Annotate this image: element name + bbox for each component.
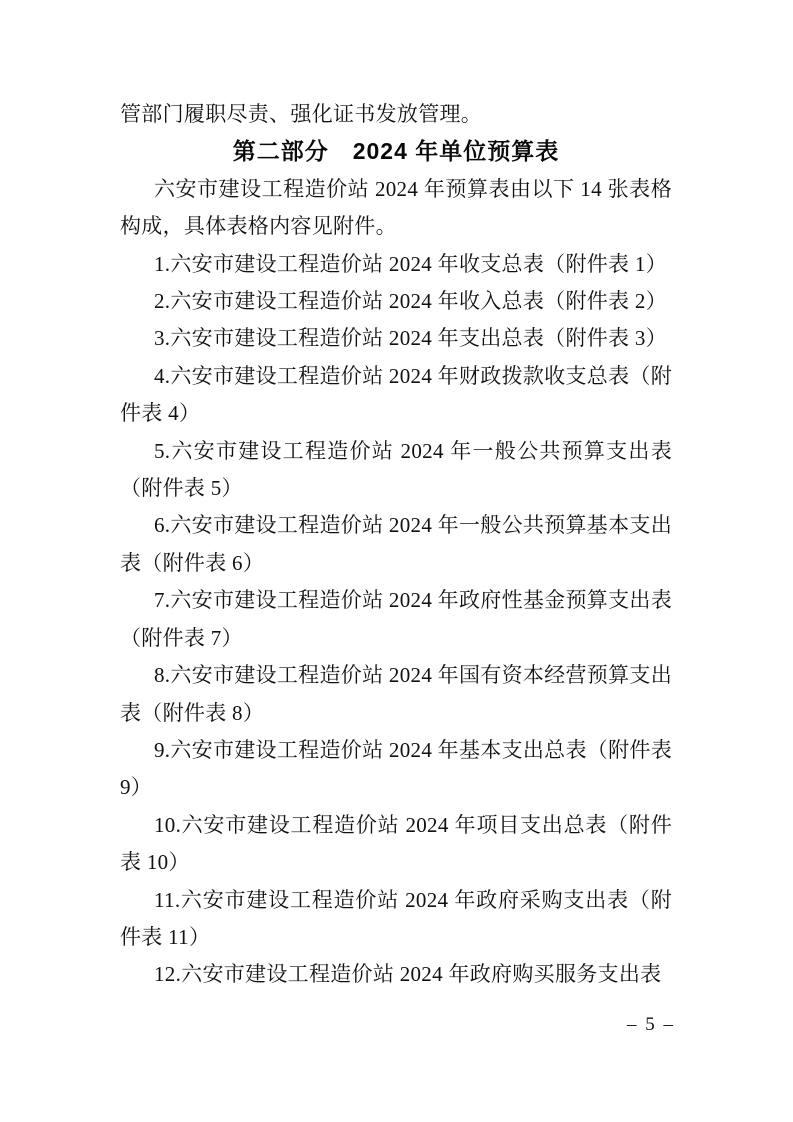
section-heading: 第二部分 2024 年单位预算表	[232, 138, 560, 165]
page-content	[120, 96, 672, 994]
continuation-text: 管部门履职尽责、强化证书发放管理。	[120, 102, 483, 126]
list-item: 5.六安市建设工程造价站 2024 年一般公共预算支出表（附件表 5）	[120, 438, 672, 501]
list-item: 7.六安市建设工程造价站 2024 年政府性基金预算支出表（附件表 7）	[120, 588, 672, 650]
list-item: 1.六安市建设工程造价站 2024 年收支总表（附件表 1）	[154, 251, 667, 276]
list-item: 2.六安市建设工程造价站 2024 年收入总表（附件表 2）	[154, 289, 667, 314]
list-item: 12.六安市建设工程造价站 2024 年政府购买服务支出表	[154, 962, 662, 987]
intro-paragraph: 六安市建设工程造价站 2024 年预算表由以下 14 张表格构成，具体表格内容见附件。	[120, 176, 672, 239]
page-number: – 5 –	[627, 1014, 675, 1035]
list-item: 4.六安市建设工程造价站 2024 年财政拨款收支总表（附件表 4）	[120, 363, 672, 426]
list-item: 8.六安市建设工程造价站 2024 年国有资本经营预算支出表（附件表 8）	[120, 663, 672, 725]
budget-table-list	[120, 246, 672, 994]
list-item: 3.六安市建设工程造价站 2024 年支出总表（附件表 3）	[154, 326, 667, 351]
list-item: 9.六安市建设工程造价站 2024 年基本支出总表（附件表 9）	[120, 737, 672, 800]
list-item: 11.六安市建设工程造价站 2024 年政府采购支出表（附件表 11）	[120, 887, 672, 949]
list-item: 6.六安市建设工程造价站 2024 年一般公共预算基本支出表（附件表 6）	[120, 513, 672, 575]
list-item: 10.六安市建设工程造价站 2024 年项目支出总表（附件表 10）	[120, 812, 672, 875]
